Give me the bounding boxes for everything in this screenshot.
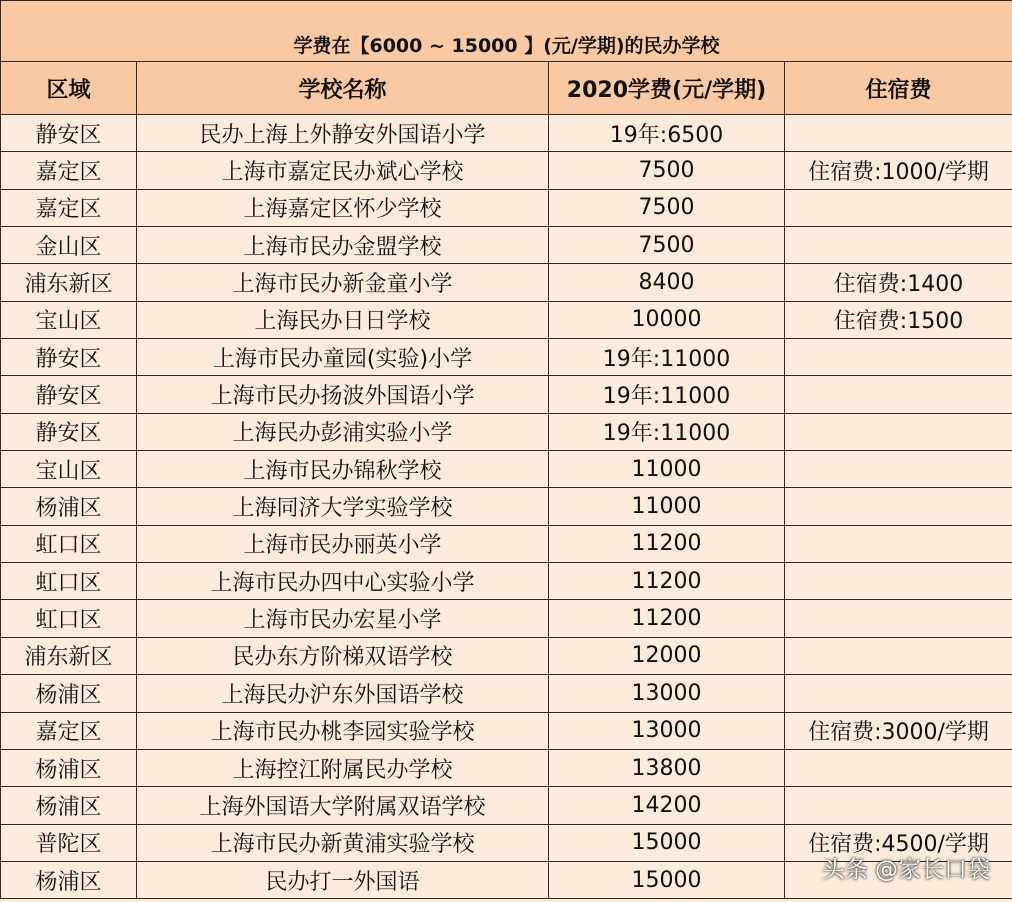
header-school-name: 学校名称 xyxy=(137,62,549,115)
cell-school-name: 上海外国语大学附属双语学校 xyxy=(137,787,549,824)
cell-school-name: 民办上海上外静安外国语小学 xyxy=(137,115,549,152)
cell-school-name: 上海同济大学实验学校 xyxy=(137,488,549,525)
cell-boarding-fee: 住宿费:3000/学期 xyxy=(785,712,1012,749)
table-row xyxy=(1,600,1012,637)
cell-district: 金山区 xyxy=(1,227,137,264)
table-row xyxy=(1,488,1012,525)
cell-tuition: 11200 xyxy=(549,600,785,637)
cell-tuition: 19年:11000 xyxy=(549,376,785,413)
cell-tuition: 19年:11000 xyxy=(549,339,785,376)
cell-boarding-fee xyxy=(785,637,1012,674)
cell-tuition: 12000 xyxy=(549,637,785,674)
cell-school-name: 上海民办彭浦实验小学 xyxy=(137,413,549,450)
cell-boarding-fee xyxy=(785,600,1012,637)
cell-tuition: 8400 xyxy=(549,264,785,301)
cell-district: 杨浦区 xyxy=(1,675,137,712)
cell-tuition: 7500 xyxy=(549,227,785,264)
header-boarding-fee: 住宿费 xyxy=(785,62,1012,115)
cell-boarding-fee xyxy=(785,376,1012,413)
cell-tuition: 19年:6500 xyxy=(549,115,785,152)
cell-tuition: 15000 xyxy=(549,861,785,898)
cell-school-name: 上海市嘉定民办斌心学校 xyxy=(137,152,549,189)
cell-district: 嘉定区 xyxy=(1,189,137,226)
cell-tuition: 10000 xyxy=(549,301,785,338)
cell-district: 静安区 xyxy=(1,115,137,152)
cell-district: 虹口区 xyxy=(1,563,137,600)
cell-school-name: 上海市民办锦秋学校 xyxy=(137,451,549,488)
table-row xyxy=(1,563,1012,600)
cell-school-name: 民办打一外国语 xyxy=(137,861,549,898)
cell-boarding-fee xyxy=(785,488,1012,525)
cell-boarding-fee xyxy=(785,787,1012,824)
table-row xyxy=(1,339,1012,376)
header-tuition: 2020学费(元/学期) xyxy=(549,62,785,115)
cell-school-name: 上海市民办丽英小学 xyxy=(137,525,549,562)
cell-district: 杨浦区 xyxy=(1,861,137,898)
cell-school-name: 上海市民办桃李园实验学校 xyxy=(137,712,549,749)
cell-school-name: 上海市民办童园(实验)小学 xyxy=(137,339,549,376)
header-row xyxy=(1,62,1012,115)
cell-district: 静安区 xyxy=(1,376,137,413)
watermark: 头条 @家长口袋 xyxy=(821,857,990,883)
title-row xyxy=(1,1,1012,62)
cell-tuition: 13800 xyxy=(549,749,785,786)
table-row xyxy=(1,675,1012,712)
table-row xyxy=(1,301,1012,338)
cell-boarding-fee xyxy=(785,525,1012,562)
table-row xyxy=(1,264,1012,301)
table-body xyxy=(1,115,1012,899)
cell-tuition: 11200 xyxy=(549,563,785,600)
cell-district: 浦东新区 xyxy=(1,264,137,301)
cell-district: 嘉定区 xyxy=(1,152,137,189)
cell-district: 虹口区 xyxy=(1,600,137,637)
cell-tuition: 13000 xyxy=(549,712,785,749)
cell-boarding-fee xyxy=(785,189,1012,226)
cell-school-name: 上海市民办四中心实验小学 xyxy=(137,563,549,600)
cell-district: 杨浦区 xyxy=(1,488,137,525)
cell-boarding-fee xyxy=(785,451,1012,488)
cell-boarding-fee xyxy=(785,675,1012,712)
table-row xyxy=(1,227,1012,264)
table-row xyxy=(1,712,1012,749)
cell-boarding-fee: 住宿费:1400 xyxy=(785,264,1012,301)
cell-school-name: 上海市民办宏星小学 xyxy=(137,600,549,637)
cell-district: 嘉定区 xyxy=(1,712,137,749)
cell-district: 杨浦区 xyxy=(1,787,137,824)
cell-school-name: 民办东方阶梯双语学校 xyxy=(137,637,549,674)
cell-school-name: 上海市民办扬波外国语小学 xyxy=(137,376,549,413)
table-title: 学费在【6000 ~ 15000 】(元/学期)的民办学校 xyxy=(1,1,1012,62)
table-row xyxy=(1,637,1012,674)
table-row xyxy=(1,189,1012,226)
table-row xyxy=(1,376,1012,413)
cell-boarding-fee xyxy=(785,563,1012,600)
table-row xyxy=(1,152,1012,189)
table-row xyxy=(1,749,1012,786)
cell-tuition: 14200 xyxy=(549,787,785,824)
cell-district: 浦东新区 xyxy=(1,637,137,674)
cell-district: 静安区 xyxy=(1,339,137,376)
table-row xyxy=(1,525,1012,562)
cell-tuition: 15000 xyxy=(549,824,785,861)
cell-tuition: 11000 xyxy=(549,451,785,488)
cell-tuition: 11000 xyxy=(549,488,785,525)
cell-school-name: 上海市民办新金童小学 xyxy=(137,264,549,301)
cell-boarding-fee: 住宿费:4500/学期 xyxy=(785,824,1012,861)
cell-tuition: 13000 xyxy=(549,675,785,712)
cell-school-name: 上海市民办金盟学校 xyxy=(137,227,549,264)
cell-boarding-fee: 住宿费:1000/学期 xyxy=(785,152,1012,189)
table-row xyxy=(1,115,1012,152)
cell-tuition: 7500 xyxy=(549,152,785,189)
cell-boarding-fee xyxy=(785,339,1012,376)
cell-boarding-fee xyxy=(785,749,1012,786)
cell-tuition: 7500 xyxy=(549,189,785,226)
table-row xyxy=(1,451,1012,488)
table-row xyxy=(1,787,1012,824)
cell-district: 宝山区 xyxy=(1,451,137,488)
cell-district: 虹口区 xyxy=(1,525,137,562)
cell-district: 宝山区 xyxy=(1,301,137,338)
cell-school-name: 上海市民办新黄浦实验学校 xyxy=(137,824,549,861)
cell-district: 静安区 xyxy=(1,413,137,450)
cell-boarding-fee xyxy=(785,227,1012,264)
header-district: 区域 xyxy=(1,62,137,115)
table-row xyxy=(1,413,1012,450)
cell-district: 杨浦区 xyxy=(1,749,137,786)
cell-school-name: 上海嘉定区怀少学校 xyxy=(137,189,549,226)
cell-school-name: 上海民办日日学校 xyxy=(137,301,549,338)
cell-school-name: 上海民办沪东外国语学校 xyxy=(137,675,549,712)
cell-boarding-fee xyxy=(785,115,1012,152)
cell-district: 普陀区 xyxy=(1,824,137,861)
cell-boarding-fee xyxy=(785,413,1012,450)
cell-school-name: 上海控江附属民办学校 xyxy=(137,749,549,786)
cell-tuition: 11200 xyxy=(549,525,785,562)
cell-boarding-fee: 住宿费:1500 xyxy=(785,301,1012,338)
cell-tuition: 19年:11000 xyxy=(549,413,785,450)
